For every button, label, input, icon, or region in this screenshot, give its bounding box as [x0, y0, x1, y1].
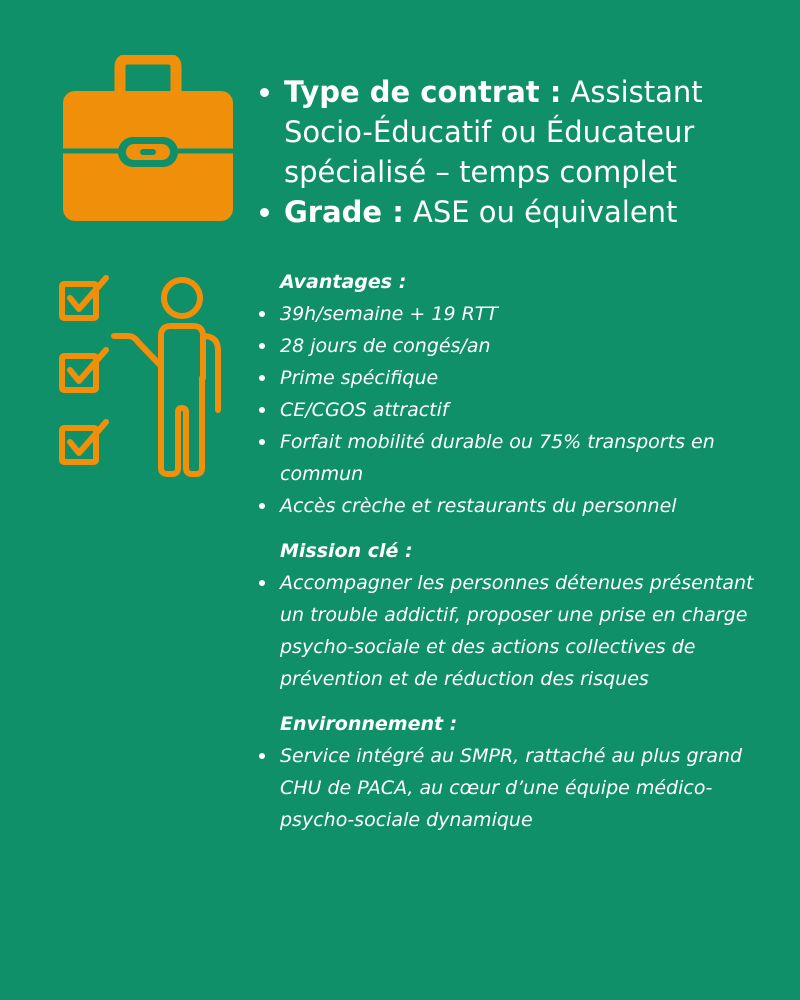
list-item: Service intégré au SMPR, rattaché au plus grand CHU de PACA, au cœur d’une équipe médico-psycho-sociale dynamique — [256, 740, 776, 836]
list-item: Accompagner les personnes détenues présentant un trouble addictif, proposer une prise en charge psycho-sociale et des actions collectives de prévention et de réduction des risques — [256, 567, 776, 695]
mission-section — [256, 535, 776, 695]
contract-type-item — [256, 72, 776, 192]
list-item: Accès crèche et restaurants du personnel — [256, 490, 776, 522]
list-item: 39h/semaine + 19 RTT — [256, 298, 776, 330]
grade-item — [256, 192, 776, 232]
list-item: CE/CGOS attractif — [256, 394, 776, 426]
briefcase-icon — [58, 55, 238, 225]
grade-label: Grade : — [284, 195, 404, 229]
advantages-list — [256, 298, 776, 522]
advantages-title: Avantages : — [280, 271, 407, 293]
advantages-section — [256, 266, 776, 522]
contract-info-list — [256, 72, 776, 232]
presenter-checklist-icon — [58, 270, 228, 480]
list-item: Forfait mobilité durable ou 75% transports en commun — [256, 426, 776, 490]
mission-list — [256, 567, 776, 695]
mission-title: Mission clé : — [280, 540, 413, 562]
grade-value: ASE ou équivalent — [403, 195, 678, 229]
environment-section — [256, 708, 776, 836]
list-item: Prime spécifique — [256, 362, 776, 394]
environment-title: Environnement : — [280, 713, 458, 735]
contract-type-value: Assistant Socio-Éducatif ou Éducateur spécialisé – temps complet — [284, 75, 703, 189]
details-sections — [256, 266, 776, 849]
list-item: 28 jours de congés/an — [256, 330, 776, 362]
environment-list — [256, 740, 776, 836]
contract-type-label: Type de contrat : — [284, 75, 562, 109]
